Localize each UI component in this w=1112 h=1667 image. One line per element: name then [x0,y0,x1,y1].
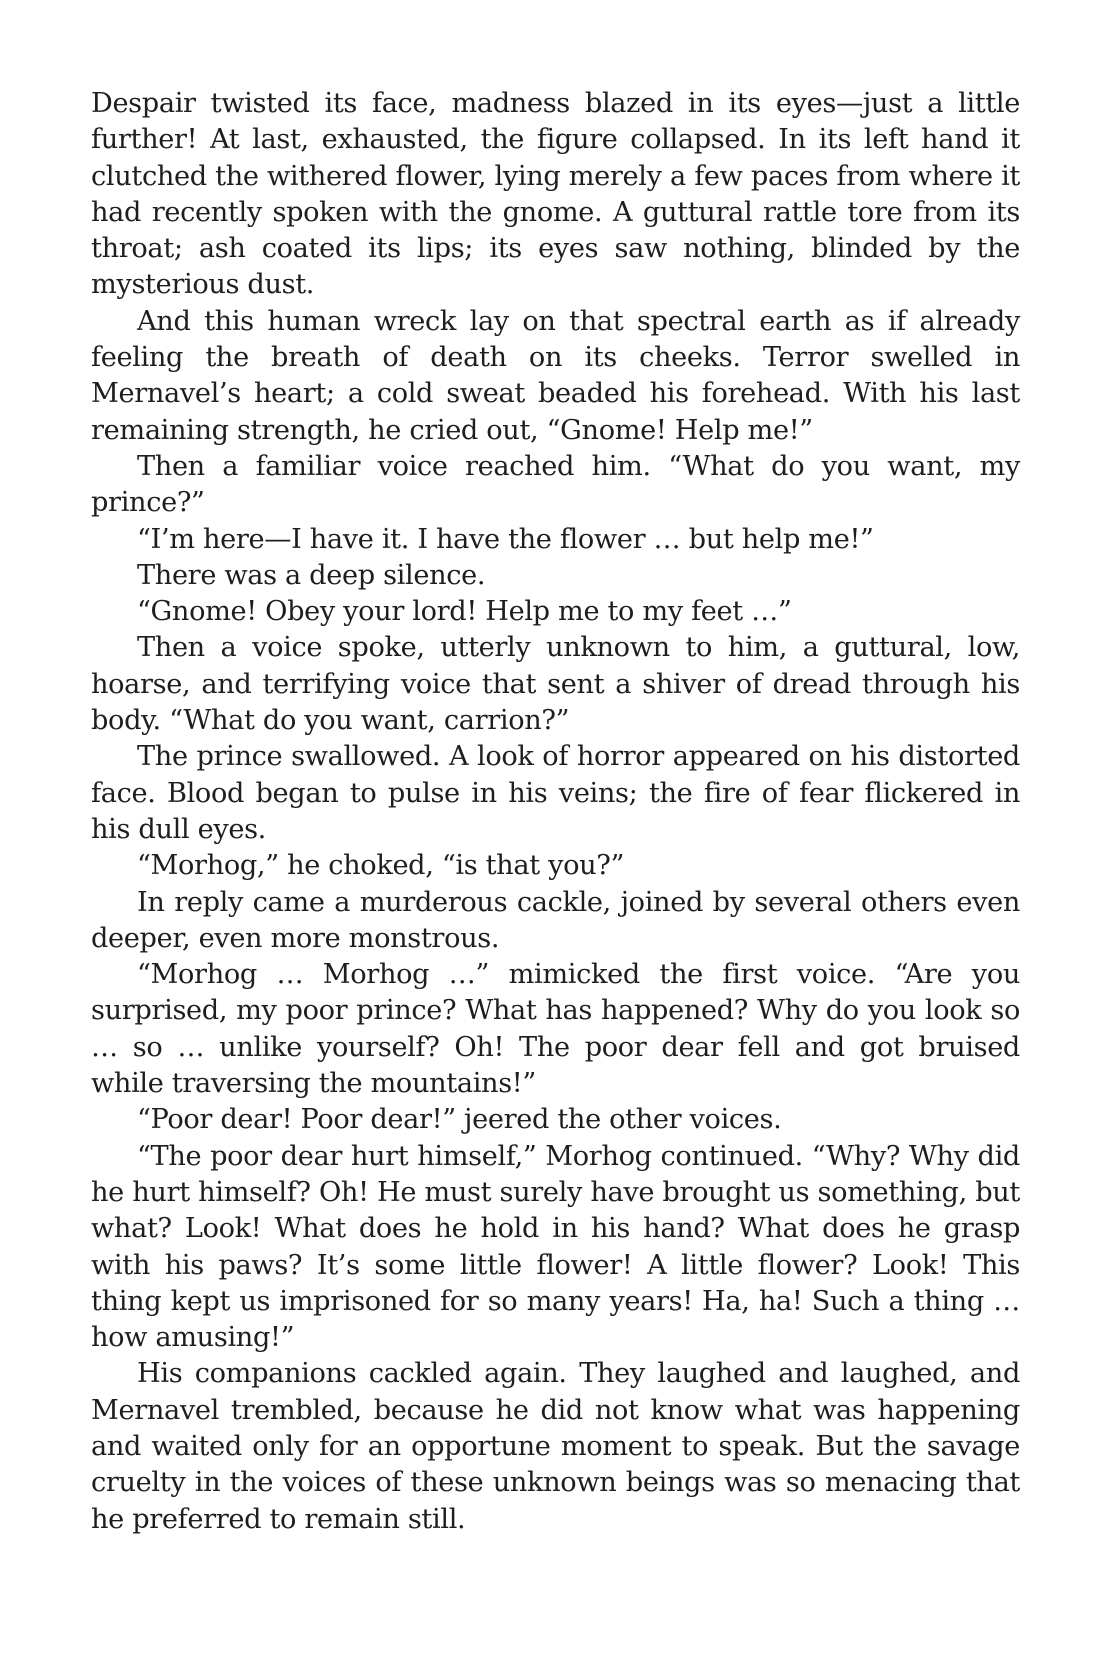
paragraph: “Morhog,” he choked, “is that you?” [137,850,625,882]
paragraph: And this human wreck lay on that spectral earth as if already feeling the breath of death on its cheeks. Terror swelled in Mernavel’s heart; a cold sweat beaded his forehead. With his last remaining strength, he cried out, “Gnome! Help me!” [91,305,1020,446]
paragraph: Then a voice spoke, utterly unknown to him, a guttural, low, hoarse, and terrifying voice that sent a shiver of dread through his body. “What do you want, carrion?” [91,632,1020,737]
paragraph: His companions cackled again. They laughed and laughed, and Mernavel trembled, because he did not know what was happening and waited only for an opportune moment to speak. But the savage cruelty in the voices of these unknown beings was so menacing that he preferred to remain still. [91,1358,1020,1535]
paragraph: “The poor dear hurt himself,” Morhog continued. “Why? Why did he hurt himself? Oh! He must surely have brought us something, but what? Look! What does he hold in his hand? What does he grasp with his paws? It’s some little flower! A little flower? Look! This thing kept us imprisoned for so many years! Ha, ha! Such a thing … how amusing!” [91,1140,1020,1354]
paragraph: “Poor dear! Poor dear!” jeered the other voices. [137,1104,782,1136]
paragraph: Despair twisted its face, madness blazed in its eyes—just a little further! At last, exhausted, the figure collapsed. In its left hand it clutched the withered flower, lying merely a few paces from where it had recently spoken with the gnome. A guttural rattle tore from its throat; ash coated its lips; its eyes saw nothing, blinded by the mysterious dust. [91,88,1020,301]
page-text [91,86,1020,1538]
paragraph: “Gnome! Obey your lord! Help me to my feet …” [137,596,792,628]
paragraph: There was a deep silence. [137,559,486,591]
paragraph: The prince swallowed. A look of horror appeared on his distorted face. Blood began to pulse in his veins; the fire of fear flickered in his dull eyes. [91,741,1020,845]
paragraph: “Morhog … Morhog …” mimicked the first voice. “Are you surprised, my poor prince? What has happened? Why do you look so … so … unlike yourself? Oh! The poor dear fell and got bruised while traversing the mountains!” [91,959,1020,1100]
paragraph: Then a familiar voice reached him. “What do you want, my prince?” [91,450,1020,519]
paragraph: “I’m here—I have it. I have the flower … but help me!” [137,523,874,555]
paragraph: In reply came a murderous cackle, joined by several others even deeper, even more monstrous. [91,886,1020,954]
